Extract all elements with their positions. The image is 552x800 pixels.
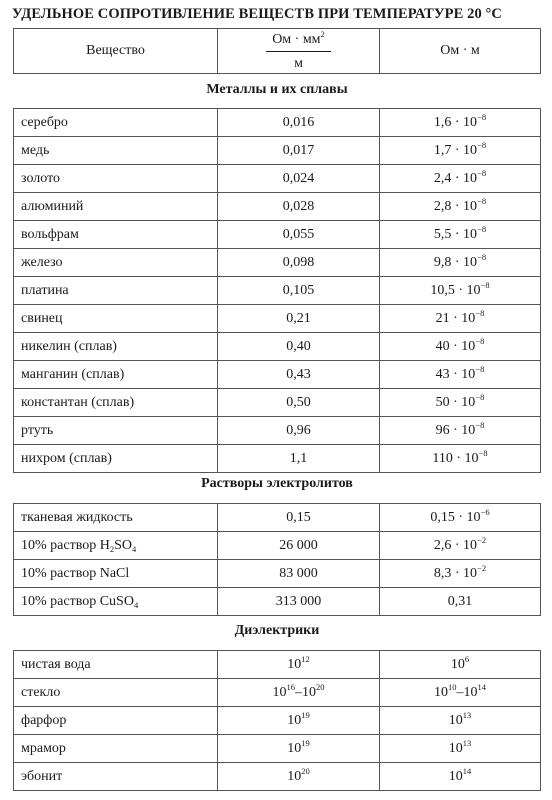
- resistivity-si-mantissa: 21 · 10: [435, 310, 476, 326]
- resistivity-si-mantissa: 50 · 10: [435, 394, 476, 410]
- section-title-metals: Металлы и их сплавы: [206, 82, 348, 97]
- resistivity-value: 0,96: [286, 422, 311, 438]
- resistivity-value: 83 000: [279, 565, 318, 581]
- substance-name: нихром (сплав): [21, 450, 112, 466]
- table-row: [14, 588, 541, 616]
- header-unit-ohm-m: Ом · м: [380, 29, 541, 74]
- resistivity-ohm-mm2-cell: [218, 165, 380, 193]
- substance-name: 10% раствор H: [21, 537, 110, 553]
- resistivity-exponent: 19: [301, 709, 310, 720]
- resistivity-si-mantissa: 10,5 · 10: [430, 282, 481, 298]
- table-row: [14, 165, 541, 193]
- resistivity-value: 0,43: [286, 366, 311, 382]
- resistivity-ohm-mm2-cell: [218, 417, 380, 445]
- substance-cell: [14, 445, 218, 473]
- formula-subscript: 2: [109, 543, 115, 554]
- resistivity-value: 0,055: [282, 226, 315, 242]
- substance-name: никелин (сплав): [21, 338, 117, 354]
- resistivity-si-mantissa: 9,8 · 10: [433, 254, 478, 270]
- resistivity-value: 0,21: [286, 310, 311, 326]
- numerator-text: Ом · мм: [272, 31, 321, 47]
- resistivity-exponent: 20: [301, 765, 310, 776]
- resistivity-value: 0,50: [286, 394, 311, 410]
- resistivity-value: 0,098: [282, 254, 315, 270]
- substance-cell: [14, 333, 218, 361]
- table-row: [14, 305, 541, 333]
- resistivity-ohm-m-cell: [380, 445, 541, 473]
- resistivity-si-mantissa: 8,3 · 10: [433, 565, 478, 581]
- resistivity-si-exponent: −8: [477, 139, 487, 150]
- resistivity-value: 26 000: [279, 537, 318, 553]
- resistivity-mantissa: 10: [287, 712, 302, 728]
- substance-name: чистая вода: [21, 656, 91, 672]
- resistivity-ohm-m-cell: [380, 137, 541, 165]
- table-row: [14, 560, 541, 588]
- substance-cell: [14, 588, 218, 616]
- section-title-electrolytes: Растворы электролитов: [201, 476, 353, 491]
- resistivity-si-mantissa: 10: [448, 712, 463, 728]
- substance-cell: [14, 763, 218, 791]
- header-unit-ohm-mm2-per-m: [218, 29, 380, 74]
- substance-cell: [14, 707, 218, 735]
- resistivity-ohm-mm2-cell: [218, 588, 380, 616]
- resistivity-si-mantissa: 2,4 · 10: [433, 170, 478, 186]
- resistivity-ohm-mm2-cell: [218, 532, 380, 560]
- resistivity-mantissa: 10: [272, 684, 287, 700]
- section-title-dielectrics: Диэлектрики: [234, 623, 320, 638]
- resistivity-mantissa: 10: [287, 768, 302, 784]
- resistivity-ohm-m-cell: [380, 277, 541, 305]
- substance-cell: [14, 193, 218, 221]
- substance-cell: [14, 560, 218, 588]
- substance-name: фарфор: [21, 712, 67, 728]
- resistivity-si-exponent: 13: [462, 737, 472, 748]
- substance-name: 10% раствор CuSO: [21, 593, 134, 609]
- substance-name: стекло: [21, 684, 61, 700]
- resistivity-ohm-m-cell: [380, 588, 541, 616]
- substance-name: железо: [21, 254, 63, 270]
- resistivity-si-mantissa: 110 · 10: [432, 450, 479, 466]
- fraction-denominator: м: [294, 55, 303, 71]
- resistivity-si-exponent: −8: [475, 307, 485, 318]
- resistivity-si-mantissa: 43 · 10: [435, 366, 476, 382]
- table-row: [14, 445, 541, 473]
- resistivity-value: 0,40: [286, 338, 311, 354]
- substance-cell: [14, 417, 218, 445]
- substance-cell: [14, 305, 218, 333]
- electrolytes-table: [13, 503, 541, 616]
- resistivity-mantissa: 10: [287, 740, 302, 756]
- formula-subscript: 4: [133, 599, 139, 610]
- resistivity-si-exponent: 14: [462, 765, 472, 776]
- substance-cell: [14, 679, 218, 707]
- substance-cell: [14, 109, 218, 137]
- resistivity-ohm-mm2-cell: [218, 277, 380, 305]
- table-row: [14, 651, 541, 679]
- header-substance: Вещество: [14, 29, 218, 74]
- resistivity-si-exponent: −8: [475, 363, 485, 374]
- resistivity-si-exponent: −8: [475, 335, 485, 346]
- header-row: [14, 29, 541, 74]
- resistivity-ohm-m-cell: [380, 504, 541, 532]
- substance-cell: [14, 361, 218, 389]
- resistivity-ohm-mm2-cell: [218, 679, 380, 707]
- resistivity-mantissa: 10: [287, 656, 302, 672]
- table-row: [14, 417, 541, 445]
- resistivity-ohm-m-cell: [380, 763, 541, 791]
- resistivity-si-mantissa: 10: [450, 656, 465, 672]
- formula-subscript: 4: [132, 543, 137, 554]
- substance-cell: [14, 735, 218, 763]
- numerator-exponent: 2: [320, 28, 325, 39]
- resistivity-exponent: 12: [301, 653, 310, 664]
- resistivity-mantissa: –10: [295, 684, 316, 700]
- resistivity-ohm-mm2-cell: [218, 763, 380, 791]
- substance-name: платина: [21, 282, 69, 298]
- resistivity-ohm-m-cell: [380, 333, 541, 361]
- resistivity-exponent: 19: [301, 737, 310, 748]
- table-row: [14, 361, 541, 389]
- dielectrics-table: [13, 650, 541, 791]
- table-row: [14, 707, 541, 735]
- unit-fraction: [266, 28, 331, 71]
- table-row: [14, 137, 541, 165]
- substance-name: константан (сплав): [21, 394, 135, 410]
- substance-name: медь: [21, 142, 50, 158]
- resistivity-value: 0,016: [282, 114, 315, 130]
- fraction-numerator: [266, 28, 331, 52]
- resistivity-ohm-mm2-cell: [218, 305, 380, 333]
- table-row: [14, 109, 541, 137]
- resistivity-exponent: 20: [316, 681, 325, 692]
- resistivity-si-mantissa: 2,6 · 10: [433, 537, 478, 553]
- table-row: [14, 679, 541, 707]
- resistivity-si-mantissa: 5,5 · 10: [433, 226, 478, 242]
- substance-name: серебро: [21, 114, 68, 130]
- substance-cell: [14, 504, 218, 532]
- metals-table: [13, 108, 541, 473]
- resistivity-si-exponent: −8: [478, 447, 488, 458]
- resistivity-ohm-mm2-cell: [218, 221, 380, 249]
- resistivity-ohm-m-cell: [380, 109, 541, 137]
- substance-cell: [14, 532, 218, 560]
- substance-name: алюминий: [21, 198, 84, 214]
- resistivity-si-mantissa: 2,8 · 10: [433, 198, 478, 214]
- resistivity-value: 0,024: [282, 170, 315, 186]
- resistivity-si-exponent: 6: [464, 653, 470, 664]
- substance-cell: [14, 277, 218, 305]
- resistivity-si-mantissa: 0,31: [447, 593, 473, 609]
- resistivity-ohm-mm2-cell: [218, 445, 380, 473]
- substance-name: ртуть: [21, 422, 54, 438]
- resistivity-si-exponent: −2: [477, 562, 487, 573]
- resistivity-value: 0,017: [282, 142, 315, 158]
- table-row: [14, 277, 541, 305]
- table-row: [14, 735, 541, 763]
- resistivity-si-exponent: 13: [462, 709, 472, 720]
- resistivity-ohm-m-cell: [380, 560, 541, 588]
- resistivity-si-mantissa: 1,7 · 10: [433, 142, 478, 158]
- table-row: [14, 504, 541, 532]
- substance-name: 10% раствор NaCl: [21, 565, 130, 581]
- resistivity-ohm-mm2-cell: [218, 333, 380, 361]
- resistivity-value: 0,105: [282, 282, 315, 298]
- resistivity-si-exponent: −8: [477, 195, 487, 206]
- resistivity-si-exponent: 14: [477, 681, 486, 692]
- resistivity-ohm-mm2-cell: [218, 560, 380, 588]
- header-table: [13, 28, 541, 74]
- resistivity-ohm-m-cell: [380, 221, 541, 249]
- resistivity-si-mantissa: 0,15 · 10: [430, 509, 481, 525]
- resistivity-value: 0,028: [282, 198, 315, 214]
- table-row: [14, 389, 541, 417]
- formula-part: SO: [114, 537, 132, 553]
- substance-name: золото: [21, 170, 60, 186]
- resistivity-si-exponent: −8: [480, 279, 490, 290]
- resistivity-si-exponent: −8: [475, 391, 485, 402]
- substance-cell: [14, 221, 218, 249]
- table-row: [14, 333, 541, 361]
- resistivity-ohm-mm2-cell: [218, 109, 380, 137]
- resistivity-ohm-mm2-cell: [218, 361, 380, 389]
- substance-cell: [14, 137, 218, 165]
- substance-name: тканевая жидкость: [21, 509, 133, 525]
- table-row: [14, 193, 541, 221]
- substance-name: мрамор: [21, 740, 66, 756]
- substance-cell: [14, 165, 218, 193]
- substance-name: свинец: [21, 310, 63, 326]
- table-row: [14, 532, 541, 560]
- resistivity-si-mantissa: 1,6 · 10: [433, 114, 478, 130]
- resistivity-exponent: 16: [286, 681, 295, 692]
- resistivity-ohm-m-cell: [380, 707, 541, 735]
- resistivity-value: 1,1: [289, 450, 308, 466]
- resistivity-si-mantissa: 96 · 10: [435, 422, 476, 438]
- resistivity-ohm-m-cell: [380, 361, 541, 389]
- resistivity-si-exponent: −8: [477, 223, 487, 234]
- resistivity-si-mantissa: 10: [434, 684, 448, 700]
- resistivity-si-exponent: −8: [477, 167, 487, 178]
- resistivity-si-mantissa: –10: [456, 684, 478, 700]
- resistivity-ohm-mm2-cell: [218, 193, 380, 221]
- substance-cell: [14, 249, 218, 277]
- resistivity-si-exponent: −8: [475, 419, 485, 430]
- table-row: [14, 763, 541, 791]
- substance-cell: [14, 389, 218, 417]
- table-row: [14, 221, 541, 249]
- resistivity-ohm-m-cell: [380, 193, 541, 221]
- substance-cell: [14, 651, 218, 679]
- table-row: [14, 249, 541, 277]
- resistivity-ohm-m-cell: [380, 679, 541, 707]
- resistivity-value: 0,15: [286, 509, 311, 525]
- resistivity-si-exponent: −6: [480, 506, 490, 517]
- resistivity-ohm-mm2-cell: [218, 707, 380, 735]
- substance-name: вольфрам: [21, 226, 79, 242]
- substance-name: эбонит: [21, 768, 63, 784]
- resistivity-ohm-mm2-cell: [218, 651, 380, 679]
- substance-name: манганин (сплав): [21, 366, 125, 382]
- resistivity-ohm-m-cell: [380, 417, 541, 445]
- resistivity-ohm-m-cell: [380, 735, 541, 763]
- resistivity-ohm-mm2-cell: [218, 249, 380, 277]
- resistivity-si-exponent: 10: [448, 681, 457, 692]
- resistivity-ohm-mm2-cell: [218, 504, 380, 532]
- resistivity-si-mantissa: 10: [448, 768, 463, 784]
- resistivity-value: 313 000: [275, 593, 322, 609]
- resistivity-si-exponent: −2: [477, 534, 487, 545]
- resistivity-ohm-mm2-cell: [218, 389, 380, 417]
- resistivity-ohm-m-cell: [380, 305, 541, 333]
- resistivity-si-exponent: −8: [477, 111, 487, 122]
- resistivity-ohm-m-cell: [380, 249, 541, 277]
- resistivity-si-mantissa: 10: [448, 740, 463, 756]
- resistivity-ohm-mm2-cell: [218, 735, 380, 763]
- resistivity-si-exponent: −8: [477, 251, 487, 262]
- page-title: УДЕЛЬНОЕ СОПРОТИВЛЕНИЕ ВЕЩЕСТВ ПРИ ТЕМПЕРАТУРЕ 20 °С: [12, 6, 503, 22]
- resistivity-ohm-m-cell: [380, 389, 541, 417]
- resistivity-ohm-mm2-cell: [218, 137, 380, 165]
- resistivity-ohm-m-cell: [380, 165, 541, 193]
- resistivity-ohm-m-cell: [380, 651, 541, 679]
- resistivity-ohm-m-cell: [380, 532, 541, 560]
- resistivity-si-mantissa: 40 · 10: [435, 338, 476, 354]
